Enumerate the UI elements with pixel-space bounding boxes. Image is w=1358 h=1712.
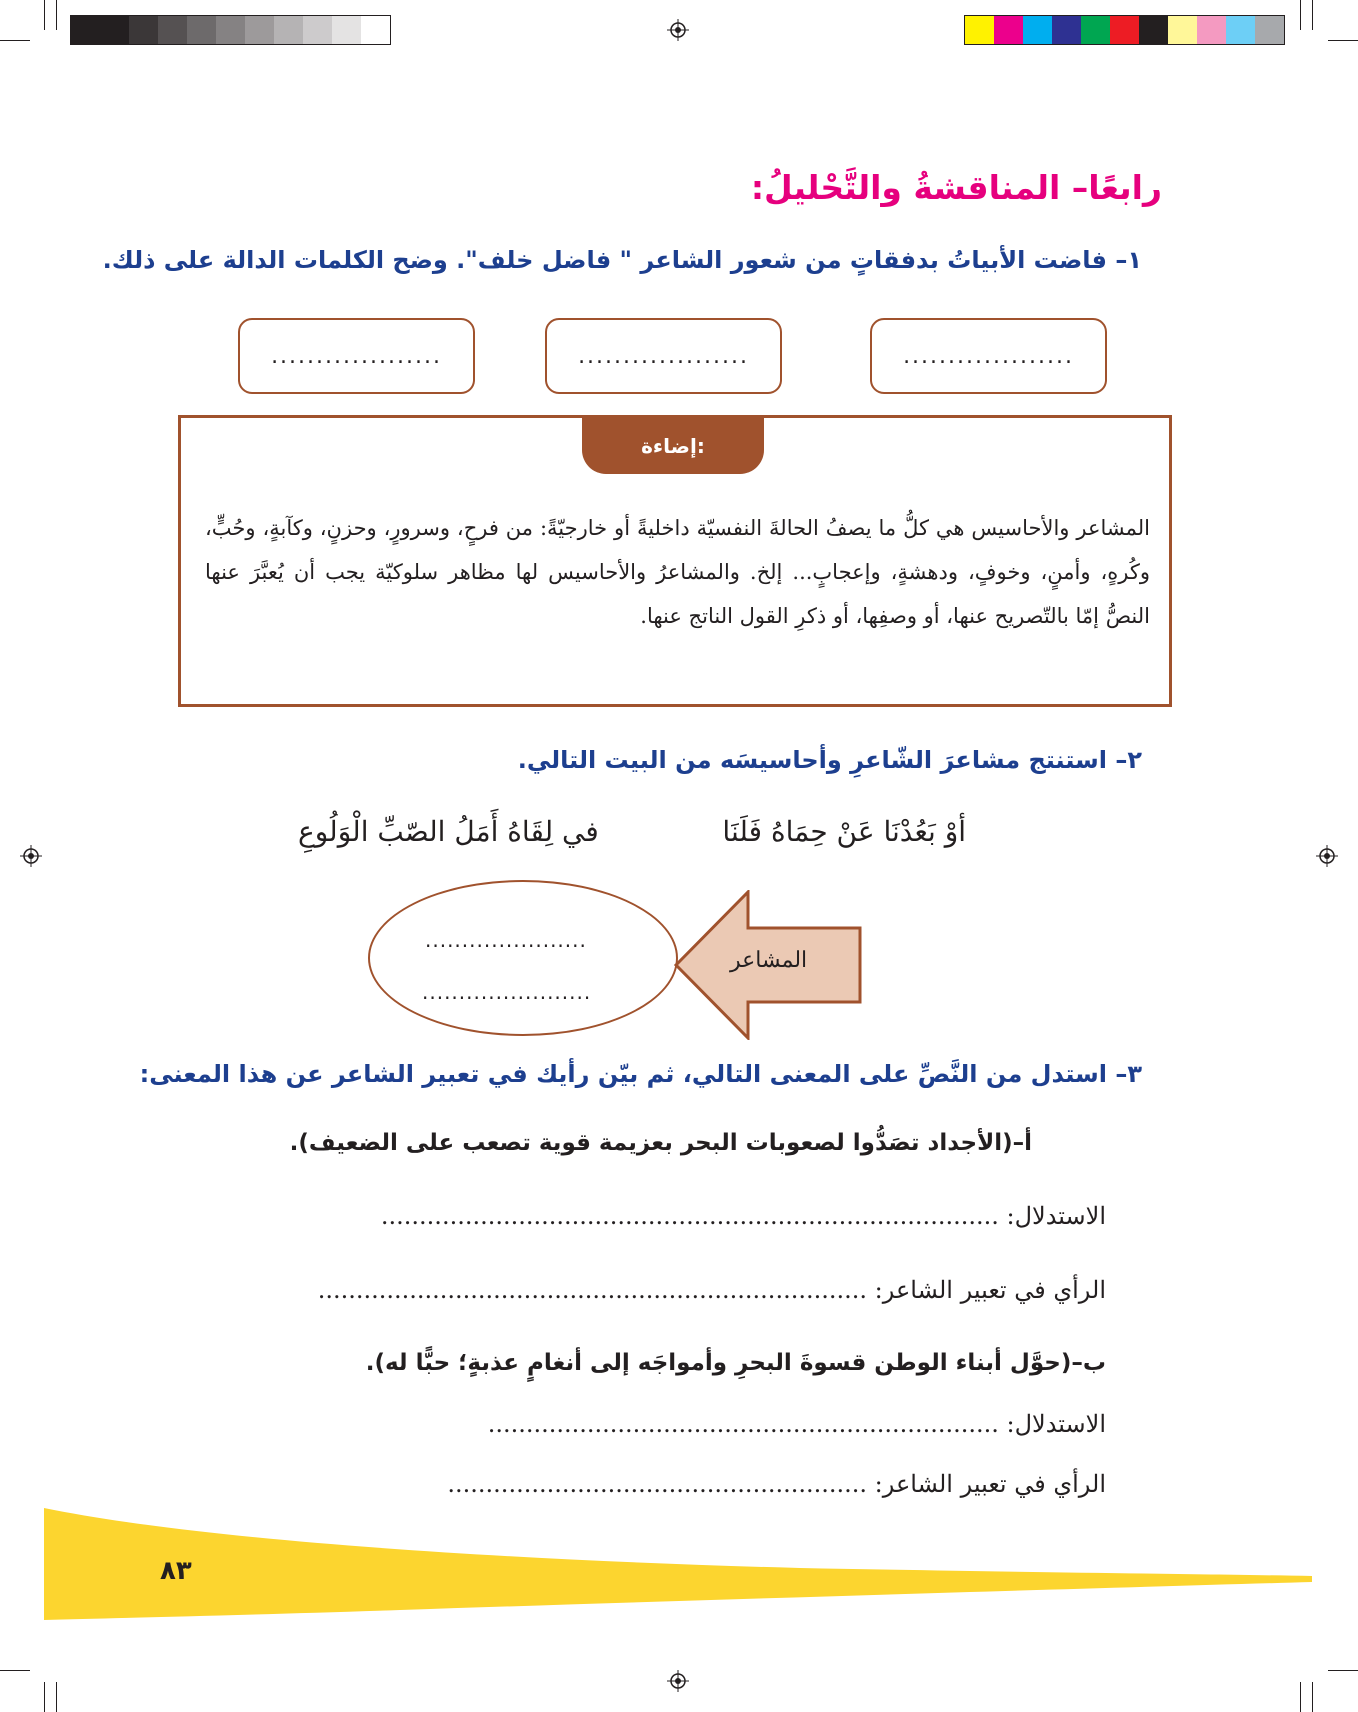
question-3: ٣– استدل من النَّصِّ على المعنى التالي، ثم بيّن رأيك في تعبير الشاعر عن هذا المعنى: [139, 1060, 1142, 1088]
verse-first-hemistich: أوْ بَعُدْنَا عَنْ حِمَاهُ فَلَنَا [722, 815, 966, 848]
ellipse-answer-line-2[interactable]: ....................... [422, 980, 592, 1004]
crop-mark [1312, 0, 1313, 30]
answer-box-2[interactable]: ................... [545, 318, 782, 394]
gray-swatch [274, 16, 303, 44]
crop-mark [1328, 40, 1358, 41]
arrow-label: المشاعر [730, 948, 808, 973]
crop-mark [0, 40, 30, 41]
crop-mark [1312, 1682, 1313, 1712]
item-a-opinion[interactable]: الرأي في تعبير الشاعر: ........................................................................ [317, 1276, 1106, 1304]
question-1: ١– فاضت الأبياتُ بدفقاتٍ من شعور الشاعر " فاضل خلف". وضح الكلمات الدالة على ذلك. [102, 246, 1142, 274]
answer-box-1[interactable]: ................... [870, 318, 1107, 394]
color-swatch [1023, 16, 1052, 44]
gray-swatch [245, 16, 274, 44]
color-swatch [1081, 16, 1110, 44]
color-swatch [1197, 16, 1226, 44]
gray-swatch [71, 16, 100, 44]
color-swatch [1110, 16, 1139, 44]
crop-mark [0, 1670, 30, 1671]
verse-second-hemistich: في لِقَاهُ أَمَلُ الصّبِّ الْوَلُوعِ [298, 815, 599, 848]
registration-mark-icon [20, 845, 42, 867]
gray-swatch [303, 16, 332, 44]
section-title: رابعًا– المناقشةُ والتَّحْليلُ: [750, 168, 1162, 207]
question-2: ٢– استنتج مشاعرَ الشّاعرِ وأحاسيسَه من البيت التالي. [517, 746, 1142, 774]
item-a-prompt: أ–(الأجداد تصَدُّوا لصعوبات البحر بعزيمة قوية تصعب على الضعيف). [289, 1130, 1032, 1156]
registration-mark-icon [667, 1670, 689, 1692]
gray-swatch [361, 16, 390, 44]
color-swatch [1255, 16, 1284, 44]
gray-swatch [332, 16, 361, 44]
crop-mark [56, 1682, 57, 1712]
item-b-prompt: ب–(حوَّل أبناء الوطن قسوةَ البحرِ وأمواجَه إلى أنغامٍ عذبةٍ؛ حبًّا له). [365, 1350, 1106, 1376]
illumination-label: إضاءة: [582, 418, 764, 474]
crop-mark [44, 0, 45, 30]
color-swatch [994, 16, 1023, 44]
color-swatch [1139, 16, 1168, 44]
color-swatch [1052, 16, 1081, 44]
crop-mark [1300, 1682, 1301, 1712]
answer-box-3[interactable]: ................... [238, 318, 475, 394]
item-b-evidence[interactable]: الاستدلال: ................................................................... [487, 1410, 1106, 1438]
item-b-opinion[interactable]: الرأي في تعبير الشاعر: ....................................................... [447, 1470, 1106, 1498]
page-number: ٨٣ [160, 1556, 192, 1586]
item-a-evidence[interactable]: الاستدلال: ................................................................................. [380, 1202, 1106, 1230]
color-swatch [965, 16, 994, 44]
feelings-ellipse [368, 880, 678, 1036]
grayscale-calibration-bar [70, 15, 391, 45]
color-calibration-bar [964, 15, 1285, 45]
gray-swatch [216, 16, 245, 44]
crop-mark [44, 1682, 45, 1712]
crop-mark [56, 0, 57, 30]
gray-swatch [100, 16, 129, 44]
gray-swatch [129, 16, 158, 44]
crop-mark [1328, 1670, 1358, 1671]
illumination-text: المشاعر والأحاسيس هي كلُّ ما يصفُ الحالةَ النفسيّة داخليةً أو خارجيّةً: من فرحٍ، وسرورٍ، وحزنٍ، وكآبةٍ، وحُبٍّ، وكُرهٍ، وأمنٍ، وخوفٍ، ودهشةٍ، وإعجابٍ... إلخ. والمشاعرُ والأحاسيس لها مظاهر سلوكيّة يجب أن يُعبَّرَ عنها النصُّ إمّا بالتّصريح عنها، أو وصفِها، أو ذكرِ القول الناتج عنها. [205, 516, 1150, 628]
gray-swatch [158, 16, 187, 44]
registration-mark-icon [667, 19, 689, 41]
color-swatch [1168, 16, 1197, 44]
ellipse-answer-line-1[interactable]: ...................... [425, 928, 587, 952]
gray-swatch [187, 16, 216, 44]
crop-mark [1300, 0, 1301, 30]
footer-yellow-band [0, 1500, 1358, 1630]
color-swatch [1226, 16, 1255, 44]
registration-mark-icon [1316, 845, 1338, 867]
